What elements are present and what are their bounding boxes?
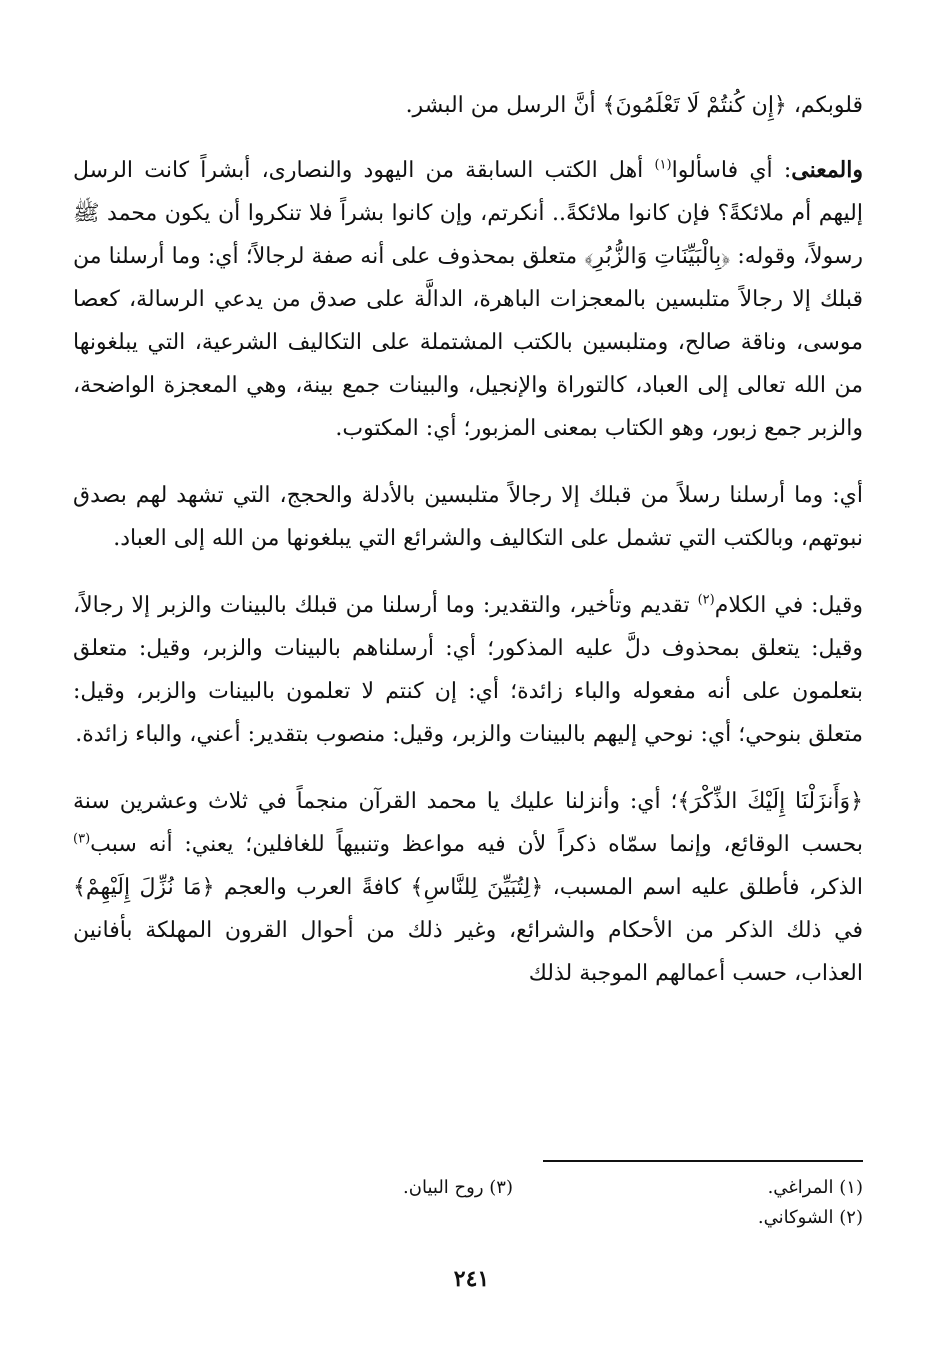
paragraph-2 (73, 149, 863, 450)
footnote-divider (543, 1160, 863, 1162)
footnote-text: روح البيان. (403, 1177, 484, 1198)
paragraph-2-text-b: أهل الكتب السابقة من اليهود والنصارى، أبشراً كانت الرسل إليهم أم ملائكةً؟ فإن كانوا ملائكةً.. أنكرتم، وإن كانوا بشراً فلا تنكروا أن يكون محمد ﷺ رسولاً، وقوله: ﴿بِالْبَيِّنَاتِ وَالزُّبُرِ﴾ متعلق بمحذوف على أنه صفة لرجالاً؛ أي: وما أرسلنا من قبلك إلا رجالاً متلبسين بالمعجزات الباهرة، الدالَّة على صدق من يدعي الرسالة، كعصا موسى، وناقة صالح، ومتلبسين بالكتب المشتملة على التكاليف الشرعية، التي يبلغونها من الله تعالى إلى العباد، كالتوراة والإنجيل، والبينات جمع بينة، وهي المعجزة الواضحة، والزبر جمع زبور، وهو الكتاب بمعنى المزبور؛ أي: المكتوب. (73, 158, 863, 441)
footnote-ref-3[interactable]: (٣) (73, 831, 91, 847)
footnotes-section (83, 1160, 863, 1230)
paragraph-5 (73, 780, 863, 995)
footnote-number: (٣) (489, 1177, 513, 1198)
paragraph-3-text: أي: وما أرسلنا رسلاً من قبلك إلا رجالاً متلبسين بالأدلة والحجج، التي تشهد لهم بصدق نبوتهم، وبالكتب التي تشمل على التكاليف والشرائع التي يبلغونها من الله إلى العباد. (73, 483, 863, 551)
footnote-item (533, 1206, 863, 1230)
paragraph-5-text-a: ﴿وَأَنزَلْنَا إِلَيْكَ الذِّكْرَ﴾؛ أي: وأنزلنا عليك يا محمد القرآن منجماً في ثلاث وعشرين سنة بحسب الوقائع، وإنما سمّاه ذكراً لأن فيه مواعظ وتنبيهاً للغافلين؛ يعني: أنه سبب (73, 789, 863, 857)
footnote-list (83, 1176, 863, 1230)
paragraph-2-text-a: : أي فاسألوا (671, 158, 792, 183)
paragraph-4-text-a: وقيل: في الكلام (714, 593, 863, 618)
footnote-text: الشوكاني. (757, 1207, 834, 1228)
paragraph-3 (73, 474, 863, 560)
footnote-number: (٢) (839, 1207, 863, 1228)
footnote-item (533, 1176, 863, 1200)
footnote-text: المراغي. (767, 1177, 834, 1198)
footnote-item (183, 1176, 513, 1200)
page-number: ٢٤١ (453, 1266, 490, 1292)
paragraph-4 (73, 584, 863, 756)
footnote-ref-2[interactable]: (٢) (697, 592, 715, 608)
paragraph-2-lead: والمعنى (791, 157, 863, 183)
footnote-ref-1[interactable]: (١) (654, 157, 672, 173)
paragraph-4-text-b: تقديم وتأخير، والتقدير: وما أرسلنا من قبلك بالبينات والزبر إلا رجالاً، وقيل: يتعلق بمحذوف دلَّ عليه المذكور؛ أي: أرسلناهم بالبينات والزبر، وقيل: متعلق بتعلمون على أنه مفعوله والباء زائدة؛ أي: إن كنتم لا تعلمون بالبينات والزبر، وقيل: متعلق بنوحي؛ أي: نوحي إليهم بالبينات والزبر، وقيل: منصوب بتقدير: أعني، والباء زائدة. (73, 593, 863, 747)
main-text (73, 84, 863, 1019)
paragraph-5-text-b: الذكر، فأطلق عليه اسم المسبب، ﴿لِتُبَيِّنَ لِلنَّاسِ﴾ كافةً العرب والعجم ﴿مَا نُزِّلَ إِلَيْهِمْ﴾ في ذلك الذكر من الأحكام والشرائع، وغير ذلك من أحوال القرون المهلكة بأفانين العذاب، حسب أعمالهم الموجبة لذلك (73, 875, 863, 986)
footnote-number: (١) (839, 1177, 863, 1198)
paragraph-1-text: قلوبكم، ﴿إِن كُنتُمْ لَا تَعْلَمُونَ﴾ أنَّ الرسل من البشر. (405, 93, 863, 118)
paragraph-1 (73, 84, 863, 127)
